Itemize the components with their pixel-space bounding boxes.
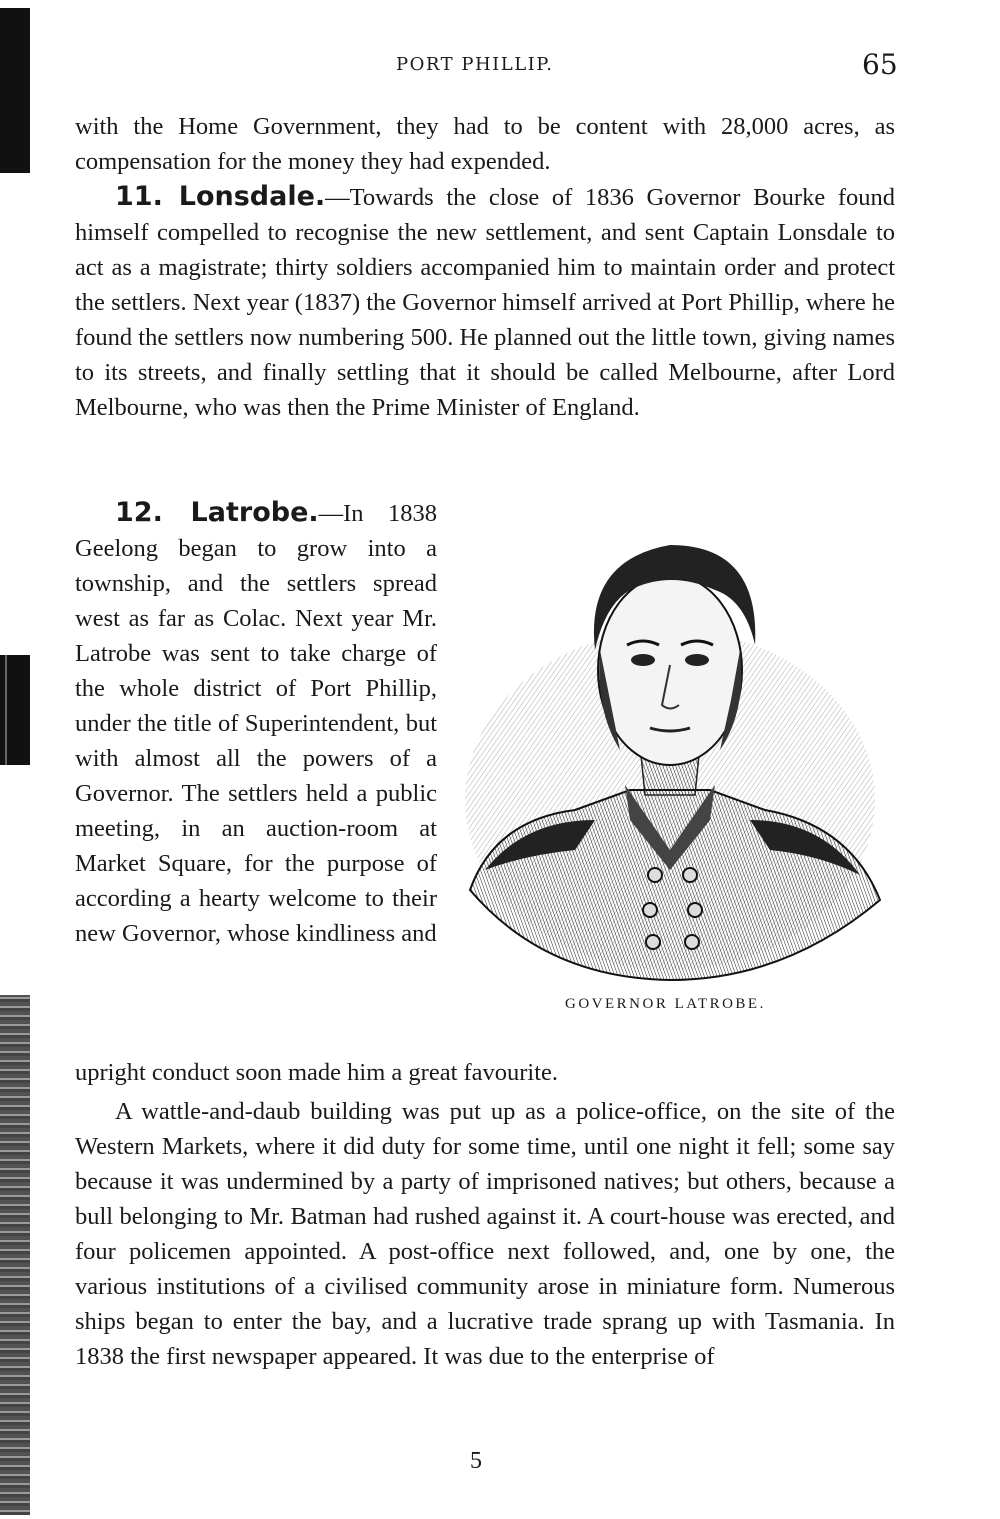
- section-11-body: —Towards the close of 1836 Governor Bourke found himself compelled to recognise the new settlement, and sent Captain Lonsdale to act as a magistrate; thirty soldiers accompanied him to maintain order and protect the settlers. Next year (1837) the Governor himself arrived at Port Phillip, where he found the settlers now numbering 500. He planned out the little town, giving names to its streets, and finally settling that it should be called Melbourne, after Lord Melbourne, who was then the Prime Minister of England.: [75, 184, 895, 421]
- paragraph-continued: with the Home Government, they had to be content with 28,000 acres, as compensation for the money they had expended.: [75, 113, 895, 175]
- page-header: [0, 48, 1000, 88]
- portrait-engraving: [455, 520, 890, 990]
- section-11-heading: 11. Lonsdale.: [115, 181, 326, 212]
- paragraph-last-text: A wattle-and-daub building was put up as a police-office, on the site of the Western Markets, where it did duty for some time, until one night it fell; some say because it was undermined by a party of imprisoned natives; but others, because a bull belonging to Mr. Batman had rushed against it. A court-house was erected, and four policemen appointed. A post-office next followed, and, one by one, the various institutions of a civilised community arose in miniature form. Numerous ships began to enter the bay, and a lucrative trade sprang up with Tasmania. In 1838 the first newspaper appeared. It was due to the enterprise of: [75, 1098, 895, 1370]
- page-number: 65: [862, 48, 898, 81]
- section-12-heading: 12. Latrobe.: [115, 497, 319, 528]
- binding-edge-middle: [0, 655, 30, 765]
- binding-edge-top: [0, 8, 30, 173]
- section-12-body: —In 1838 Geelong began to grow into a township, and the settlers spread west as far as Colac. Next year Mr. Latrobe was sent to take charge of the whole district of Port Phillip, under the title of Superintendent, but with almost all the powers of a Governor. The settlers held a public meeting, in an auction-room at Market Square, for the purpose of according a hearty welcome to their new Governor, whose kindliness and: [75, 500, 437, 947]
- section-12-continued: upright conduct soon made him a great favourite.: [75, 1059, 559, 1086]
- section-11-paragraph: [75, 179, 895, 425]
- figure-caption: GOVERNOR LATROBE.: [565, 996, 766, 1012]
- signature-mark: 5: [470, 1448, 482, 1474]
- running-title: PORT PHILLIP.: [396, 54, 554, 75]
- binding-edge-bottom: [0, 995, 30, 1515]
- section-12-column-text: [75, 495, 437, 951]
- paragraph-last: [75, 1094, 895, 1374]
